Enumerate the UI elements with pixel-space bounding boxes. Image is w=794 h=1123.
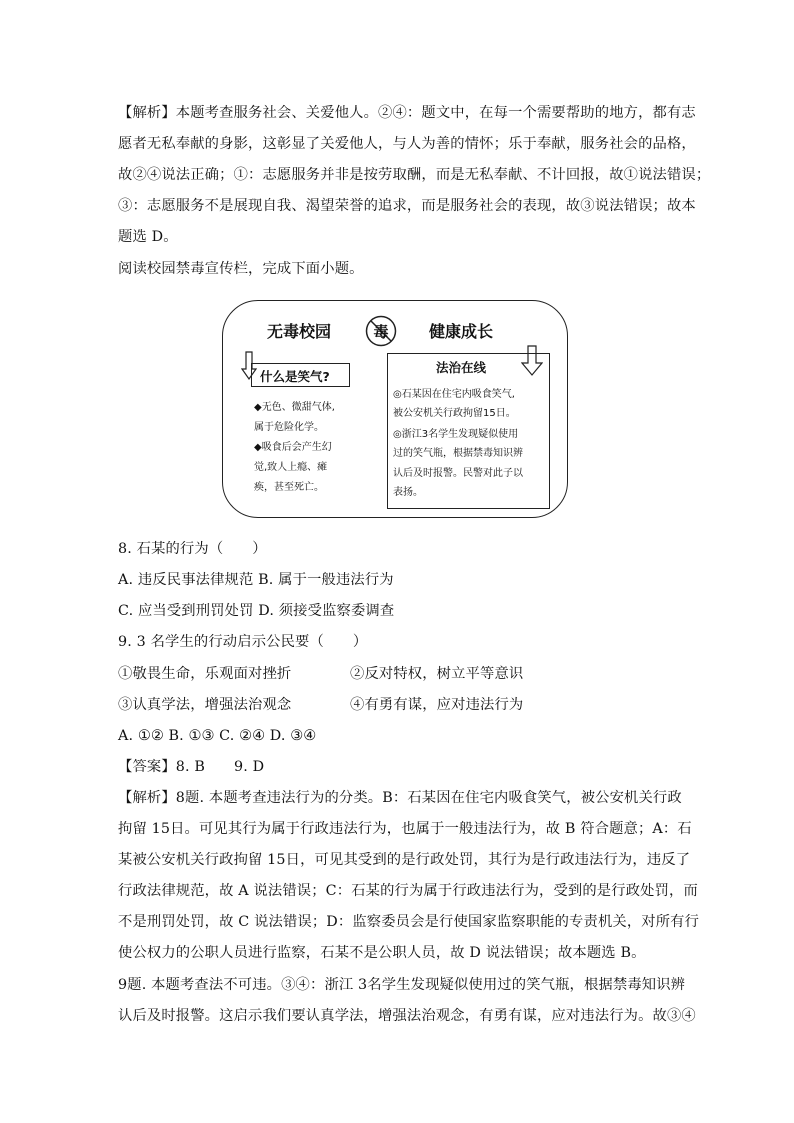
analysis-line: 【解析】本题考查服务社会、关爱他人。②④：题文中，在每一个需要帮助的地方，都有志 [118,105,696,121]
analysis-8-line: 行政法律规范，故 A 说法错误；C：石某的行为属于行政违法行为，受到的是行政处罚，而 [118,883,698,899]
right-text-line: 被公安机关行政拘留15日。 [393,408,516,419]
right-text-line: 认后及时报警。民警对此子以 [393,468,523,479]
question-8-options-cd: C. 应当受到刑罚处罚 D. 须接受监察委调查 [118,603,395,619]
left-text-line: 觉,致人上瘾、瘫 [254,462,328,473]
right-text-line: 过的笑气瓶，根据禁毒知识辨 [393,448,523,459]
analysis-line: 故②④说法正确；①：志愿服务并非是按劳取酬，而是无私奉献、不计回报，故①说法错误； [118,167,711,183]
analysis-9-line: 认后及时报警。这启示我们要认真学法，增强法治观念，有勇有谋，应对违法行为。故③④ [118,1008,696,1024]
right-heading: 法治在线 [436,360,487,375]
no-drugs-logo-icon [365,315,397,347]
right-text-line: 表扬。 [393,487,423,498]
question-8: 8. 石某的行为（ ） [118,541,267,557]
left-text-line: ◆无色、微甜气体, [254,402,335,413]
left-heading: 什么是笑气? [260,369,330,384]
analysis-line: 题选 D。 [118,229,178,245]
analysis-8-line: 拘留 15日。可见其行为属于行政违法行为，也属于一般违法行为，故 B 符合题意；A：石 [118,821,692,837]
poster-title-right: 健康成长 [429,322,494,341]
analysis-8-line: 【解析】8题. 本题考查违法行为的分类。B：石某因在住宅内吸食笑气，被公安机关行政 [118,790,682,806]
question-9: 9. 3 名学生的行动启示公民要（ ） [118,634,368,650]
reading-intro: 阅读校园禁毒宣传栏，完成下面小题。 [118,261,364,277]
left-text-line: 属于危险化学。 [254,422,324,433]
right-law-box [387,353,550,509]
answer-line: 【答案】8. B 9. D [118,759,265,775]
question-8-options-ab: A. 违反民事法律规范 B. 属于一般违法行为 [118,572,394,588]
statement-3: ③认真学法，增强法治观念 [118,697,292,713]
analysis-8-line: 某被公安机关行政拘留 15日，可见其受到的是行政处罚，其行为是行政违法行为，违反了 [118,852,691,868]
analysis-8-line: 使公权力的公职人员进行监察，石某不是公职人员，故 D 说法错误；故本题选 B。 [118,945,646,961]
statement-4: ④有勇有谋，应对违法行为 [350,697,524,713]
left-text-line: ◆吸食后会产生幻 [254,442,332,453]
question-9-choices: A. ①② B. ①③ C. ②④ D. ③④ [118,728,317,744]
left-heading-box [251,363,350,387]
poster-title-left: 无毒校园 [267,322,332,341]
analysis-9-line: 9题. 本题考查法不可违。③④：浙江 3名学生发现疑似使用过的笑气瓶，根据禁毒知识辨 [118,977,686,993]
analysis-8-line: 不是刑罚处罚，故 C 说法错误；D：监察委员会是行使国家监察职能的专责机关，对所有行 [118,914,700,930]
left-text-line: 痪，甚至死亡。 [254,482,324,493]
anti-drug-poster [222,300,568,518]
statement-1: ①敬畏生命，乐观面对挫折 [118,666,292,682]
statement-2: ②反对特权，树立平等意识 [350,666,524,682]
analysis-line: 愿者无私奉献的身影，这彰显了关爱他人，与人为善的情怀；乐于奉献，服务社会的品格， [118,136,696,152]
right-text-line: ◎浙江3名学生发现疑似使用 [393,429,519,440]
right-text-line: ◎石某因在住宅内吸食笑气, [393,389,515,400]
analysis-line: ③：志愿服务不是展现自我、渴望荣誉的追求，而是服务社会的表现，故③说法错误；故本 [118,198,696,214]
logo-character: 毒 [373,323,389,341]
